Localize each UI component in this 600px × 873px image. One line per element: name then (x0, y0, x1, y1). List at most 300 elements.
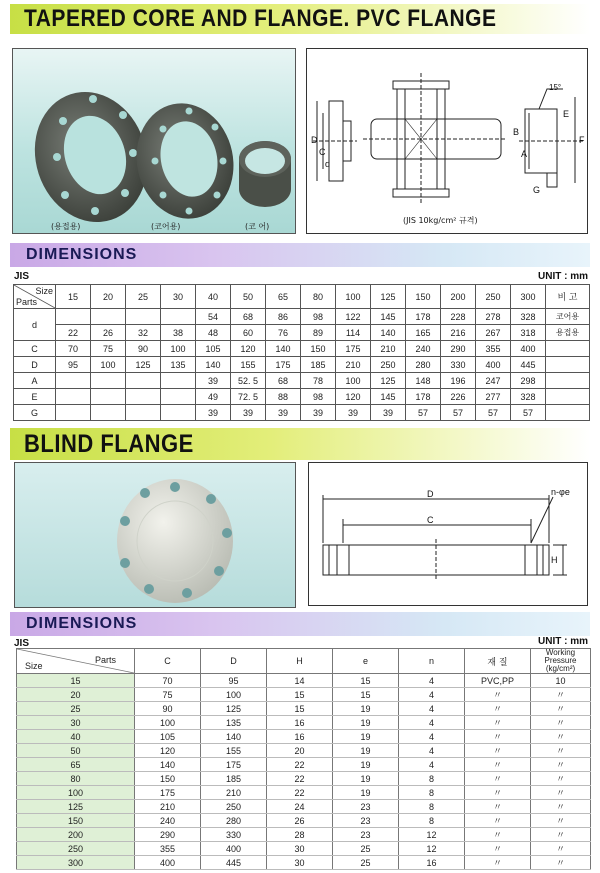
table-cell: 250 (201, 800, 267, 814)
table-cell: 400 (511, 341, 546, 357)
table-cell: 318 (511, 325, 546, 341)
table-cell: 19 (333, 730, 399, 744)
table-cell: 39 (231, 405, 266, 421)
blind-flange-photo (14, 462, 296, 608)
table-cell: 277 (476, 389, 511, 405)
table-row (14, 325, 590, 341)
flange-dimensions-table (13, 284, 590, 421)
table-cell: 39 (196, 405, 231, 421)
table-cell (161, 405, 196, 421)
table-cell: 400 (476, 357, 511, 373)
table-cell: 〃 (531, 758, 591, 772)
size-header: 150 (406, 285, 441, 309)
remark-cell: 용접용 (546, 325, 590, 341)
table-row (17, 744, 591, 758)
remark-cell (546, 405, 590, 421)
table-cell: 39 (301, 405, 336, 421)
table-cell: 105 (196, 341, 231, 357)
table-cell: 278 (476, 309, 511, 325)
table-cell (56, 389, 91, 405)
table-cell: 25 (333, 856, 399, 870)
size-cell: 30 (17, 716, 135, 730)
table-cell: 148 (406, 373, 441, 389)
table-cell: 122 (336, 309, 371, 325)
table-cell: 328 (511, 309, 546, 325)
table-cell: 100 (135, 716, 201, 730)
column-header-c: C (135, 649, 201, 674)
drawing-caption-jis: (JIS 10kg/cm² 규격) (403, 216, 478, 225)
table-cell: 140 (135, 758, 201, 772)
table-cell (161, 309, 196, 325)
table-cell: 19 (333, 772, 399, 786)
corner-parts-label: Parts (94, 655, 116, 665)
size-cell: 50 (17, 744, 135, 758)
table-cell: 90 (135, 702, 201, 716)
row-label: G (14, 405, 56, 421)
table-cell: 38 (161, 325, 196, 341)
table-cell: 196 (441, 373, 476, 389)
table-cell: 155 (231, 357, 266, 373)
standard-label: JIS (14, 638, 30, 649)
table-cell: 〃 (465, 758, 531, 772)
size-header: 25 (126, 285, 161, 309)
corner-size-label: Size (35, 286, 53, 296)
table-cell: 19 (333, 716, 399, 730)
table-cell: 125 (371, 373, 406, 389)
table-cell: 30 (267, 842, 333, 856)
table-cell (161, 373, 196, 389)
table-cell: 39 (371, 405, 406, 421)
table-cell (91, 309, 126, 325)
drawing-label-c: C (427, 515, 434, 525)
table-cell: 210 (371, 341, 406, 357)
remark-header: 비 고 (546, 285, 590, 309)
table-cell: 8 (399, 772, 465, 786)
table-cell: 240 (135, 814, 201, 828)
table-cell: 290 (441, 341, 476, 357)
size-cell: 250 (17, 842, 135, 856)
table-row (14, 341, 590, 357)
table-cell: 〃 (531, 786, 591, 800)
table-cell: 〃 (465, 814, 531, 828)
table-row (14, 389, 590, 405)
size-header: 300 (511, 285, 546, 309)
size-header: 40 (196, 285, 231, 309)
table-cell: 150 (301, 341, 336, 357)
table-cell: 89 (301, 325, 336, 341)
table-row (17, 688, 591, 702)
table-cell: 28 (267, 828, 333, 842)
table-cell: 57 (476, 405, 511, 421)
table-cell: 〃 (465, 856, 531, 870)
drawing-label-b: B (513, 127, 520, 137)
table-cell: 100 (91, 357, 126, 373)
table-header-row (14, 285, 590, 309)
table-row (17, 814, 591, 828)
table-cell: 22 (267, 772, 333, 786)
table-cell: 145 (371, 309, 406, 325)
table-cell: 15 (267, 702, 333, 716)
dimensions-label: DIMENSIONS (26, 615, 138, 632)
table-cell: 49 (196, 389, 231, 405)
table-cell: 175 (266, 357, 301, 373)
column-header-working-pressure: Working Pressure (kg/cm²) (531, 649, 591, 674)
table-row (17, 828, 591, 842)
table-cell: 57 (406, 405, 441, 421)
table-cell: 8 (399, 786, 465, 800)
table-cell: 114 (336, 325, 371, 341)
table-cell: 〃 (465, 828, 531, 842)
size-header: 125 (371, 285, 406, 309)
table-cell: 〃 (465, 786, 531, 800)
table-cell: 185 (301, 357, 336, 373)
table-cell: 23 (333, 814, 399, 828)
table-cell: 22 (267, 786, 333, 800)
table-cell: 98 (301, 309, 336, 325)
size-header: 15 (56, 285, 91, 309)
table-cell: 14 (267, 674, 333, 688)
flange-product-photo (12, 48, 296, 234)
table-cell: 175 (201, 758, 267, 772)
table-cell (126, 373, 161, 389)
drawing-label-g: G (533, 185, 541, 195)
unit-label: UNIT : mm (538, 271, 588, 282)
table-cell: 12 (399, 842, 465, 856)
table-cell: 95 (56, 357, 91, 373)
table-cell: 140 (201, 730, 267, 744)
table-row (14, 357, 590, 373)
size-cell: 80 (17, 772, 135, 786)
table-cell: 〃 (465, 800, 531, 814)
table-row (17, 758, 591, 772)
table-cell: 68 (231, 309, 266, 325)
table-cell: 135 (161, 357, 196, 373)
table-cell: 400 (201, 842, 267, 856)
table-cell: 60 (231, 325, 266, 341)
blind-flange-technical-drawing (308, 462, 588, 606)
table-cell: 210 (135, 800, 201, 814)
table-cell: 57 (441, 405, 476, 421)
caption-welding: (용접용) (51, 222, 81, 231)
table-cell: 〃 (465, 702, 531, 716)
table-cell: 〃 (531, 772, 591, 786)
table-cell: 〃 (465, 842, 531, 856)
table-cell: 100 (336, 373, 371, 389)
table-cell: 4 (399, 674, 465, 688)
table-cell: 178 (406, 309, 441, 325)
table-cell (126, 389, 161, 405)
size-header: 20 (91, 285, 126, 309)
blind-flange-drawing-lines (309, 463, 589, 607)
table-cell: 〃 (465, 730, 531, 744)
row-label: E (14, 389, 56, 405)
table-cell: 25 (333, 842, 399, 856)
table-cell: 19 (333, 758, 399, 772)
table-cell: 355 (135, 842, 201, 856)
table-cell: 57 (511, 405, 546, 421)
corner-size-label: Size (25, 661, 43, 671)
table-cell: 280 (201, 814, 267, 828)
column-header-material: 재 질 (465, 649, 531, 674)
table-row (17, 702, 591, 716)
table-cell (56, 373, 91, 389)
table-cell: 15 (267, 688, 333, 702)
table-cell: 75 (91, 341, 126, 357)
caption-core: (코 어) (245, 222, 270, 231)
blind-flange-illustration (15, 463, 296, 608)
table-cell: 15 (333, 688, 399, 702)
flange-photo-illustration (13, 49, 296, 234)
table-cell: 39 (266, 405, 301, 421)
table-cell: 23 (333, 828, 399, 842)
table-cell: 240 (406, 341, 441, 357)
row-label: C (14, 341, 56, 357)
table-cell: 19 (333, 786, 399, 800)
table-cell: 〃 (465, 772, 531, 786)
table-cell: 210 (201, 786, 267, 800)
table-cell: 〃 (531, 856, 591, 870)
table-cell: 〃 (465, 744, 531, 758)
size-header: 250 (476, 285, 511, 309)
row-label: A (14, 373, 56, 389)
table-row (17, 772, 591, 786)
table-cell: 280 (406, 357, 441, 373)
drawing-label-h: H (551, 555, 558, 565)
table-cell: 8 (399, 800, 465, 814)
size-header: 100 (336, 285, 371, 309)
table-cell: 267 (476, 325, 511, 341)
table-cell: 10 (531, 674, 591, 688)
table-cell: 〃 (531, 800, 591, 814)
blind-flange-dimensions-table (16, 648, 591, 870)
table-cell: 〃 (531, 842, 591, 856)
table-cell: 〃 (465, 716, 531, 730)
corner-parts-label: Parts (16, 297, 38, 307)
table-cell: 19 (333, 702, 399, 716)
size-parts-corner (14, 285, 56, 309)
table-cell: 4 (399, 688, 465, 702)
remark-cell: 코어용 (546, 309, 590, 325)
size-header: 65 (266, 285, 301, 309)
size-cell: 100 (17, 786, 135, 800)
dimensions-header (10, 243, 590, 267)
table-cell: 4 (399, 758, 465, 772)
table-cell: 〃 (531, 702, 591, 716)
table-cell: 155 (201, 744, 267, 758)
table-row (17, 730, 591, 744)
table-cell (56, 405, 91, 421)
table-cell (56, 309, 91, 325)
table-cell: 〃 (531, 828, 591, 842)
size-header: 30 (161, 285, 196, 309)
table-cell: 100 (161, 341, 196, 357)
dimensions-header (10, 612, 590, 636)
table-cell: 15 (333, 674, 399, 688)
table-cell: 140 (371, 325, 406, 341)
table-cell: 175 (135, 786, 201, 800)
table-cell: 150 (135, 772, 201, 786)
table-cell: 355 (476, 341, 511, 357)
table-cell: 75 (135, 688, 201, 702)
table-cell: 20 (267, 744, 333, 758)
table-cell: 228 (441, 309, 476, 325)
table-cell: 52. 5 (231, 373, 266, 389)
table-row (14, 309, 590, 325)
table-cell: 120 (231, 341, 266, 357)
size-cell: 65 (17, 758, 135, 772)
size-cell: 150 (17, 814, 135, 828)
table-cell: 70 (135, 674, 201, 688)
table-cell: 78 (301, 373, 336, 389)
table-cell: 19 (333, 744, 399, 758)
table-cell: 〃 (531, 730, 591, 744)
table-cell: 70 (56, 341, 91, 357)
table-cell: 140 (196, 357, 231, 373)
drawing-label-f: F (579, 135, 585, 145)
table-cell: 226 (441, 389, 476, 405)
size-cell: 40 (17, 730, 135, 744)
table-cell: 125 (126, 357, 161, 373)
table-cell: 250 (371, 357, 406, 373)
table-cell (161, 389, 196, 405)
table-cell: 445 (511, 357, 546, 373)
size-parts-corner (17, 649, 135, 674)
table-cell: 328 (511, 389, 546, 405)
table-cell: 16 (267, 730, 333, 744)
table-cell: 〃 (531, 814, 591, 828)
table-row (17, 856, 591, 870)
table-cell: 〃 (531, 716, 591, 730)
size-cell: 200 (17, 828, 135, 842)
size-cell: 300 (17, 856, 135, 870)
table-cell: 140 (266, 341, 301, 357)
table-cell: 135 (201, 716, 267, 730)
row-label: D (14, 357, 56, 373)
drawing-label-d: D (427, 489, 434, 499)
table-cell: 26 (91, 325, 126, 341)
table-cell: 23 (333, 800, 399, 814)
column-header-n: n (399, 649, 465, 674)
size-cell: 15 (17, 674, 135, 688)
table-cell: 72. 5 (231, 389, 266, 405)
table-row (14, 373, 590, 389)
table-cell (126, 309, 161, 325)
table-cell (91, 373, 126, 389)
table-cell: 247 (476, 373, 511, 389)
table-cell: 22 (267, 758, 333, 772)
table-cell: 90 (126, 341, 161, 357)
column-header-e: e (333, 649, 399, 674)
drawing-label-bolt-holes: n-φe (551, 487, 570, 497)
table-row (17, 842, 591, 856)
drawing-label-c: C (319, 147, 326, 157)
remark-cell (546, 357, 590, 373)
size-cell: 125 (17, 800, 135, 814)
drawing-label-angle: 15° (549, 83, 562, 92)
table-cell: 125 (201, 702, 267, 716)
size-cell: 25 (17, 702, 135, 716)
table-row (14, 405, 590, 421)
table-cell: 105 (135, 730, 201, 744)
table-cell (91, 405, 126, 421)
remark-cell (546, 341, 590, 357)
drawing-label-e: E (563, 109, 570, 119)
table-cell: 16 (267, 716, 333, 730)
table-cell: 4 (399, 716, 465, 730)
table-cell: 445 (201, 856, 267, 870)
table-cell: 330 (201, 828, 267, 842)
table-cell: 95 (201, 674, 267, 688)
unit-label: UNIT : mm (538, 636, 588, 647)
table-cell: 76 (266, 325, 301, 341)
remark-cell (546, 373, 590, 389)
table-cell: 290 (135, 828, 201, 842)
table-cell: 400 (135, 856, 201, 870)
section-title: BLIND FLANGE (24, 429, 194, 458)
table-cell: 120 (336, 389, 371, 405)
table-cell: 216 (441, 325, 476, 341)
table-cell: 68 (266, 373, 301, 389)
table-cell: 210 (336, 357, 371, 373)
table-cell: 〃 (531, 688, 591, 702)
section-title-banner (10, 4, 590, 34)
table-cell: 8 (399, 814, 465, 828)
table-cell: 165 (406, 325, 441, 341)
table-cell: 298 (511, 373, 546, 389)
table-cell (91, 389, 126, 405)
table-cell: 120 (135, 744, 201, 758)
dimensions-label: DIMENSIONS (26, 246, 138, 263)
row-label: d (14, 309, 56, 341)
table-cell: 185 (201, 772, 267, 786)
section-title: TAPERED CORE AND FLANGE. PVC FLANGE (24, 5, 497, 32)
section-title-banner (10, 428, 590, 460)
table-cell: 〃 (531, 744, 591, 758)
size-header: 200 (441, 285, 476, 309)
size-cell: 20 (17, 688, 135, 702)
table-cell: 4 (399, 730, 465, 744)
table-row (17, 674, 591, 688)
table-cell: 12 (399, 828, 465, 842)
standard-label: JIS (14, 271, 30, 282)
size-header: 50 (231, 285, 266, 309)
table-cell: 〃 (465, 688, 531, 702)
table-cell: 178 (406, 389, 441, 405)
table-cell: 86 (266, 309, 301, 325)
table-row (17, 716, 591, 730)
table-cell: 39 (336, 405, 371, 421)
drawing-label-a: A (521, 149, 528, 159)
column-header-d: D (201, 649, 267, 674)
flange-technical-drawing (306, 48, 588, 234)
table-cell: 98 (301, 389, 336, 405)
table-cell: 48 (196, 325, 231, 341)
table-cell: PVC,PP (465, 674, 531, 688)
flange-drawing-lines (307, 49, 589, 235)
drawing-label-d-inner: d (325, 159, 331, 169)
table-cell: 330 (441, 357, 476, 373)
size-header: 80 (301, 285, 336, 309)
caption-core-type: (코어용) (151, 222, 181, 231)
table-row (17, 786, 591, 800)
drawing-label-d-outer: D (311, 135, 318, 145)
table-cell: 100 (201, 688, 267, 702)
table-cell: 22 (56, 325, 91, 341)
table-cell (126, 405, 161, 421)
table-cell: 32 (126, 325, 161, 341)
table-cell: 4 (399, 744, 465, 758)
table-cell: 16 (399, 856, 465, 870)
